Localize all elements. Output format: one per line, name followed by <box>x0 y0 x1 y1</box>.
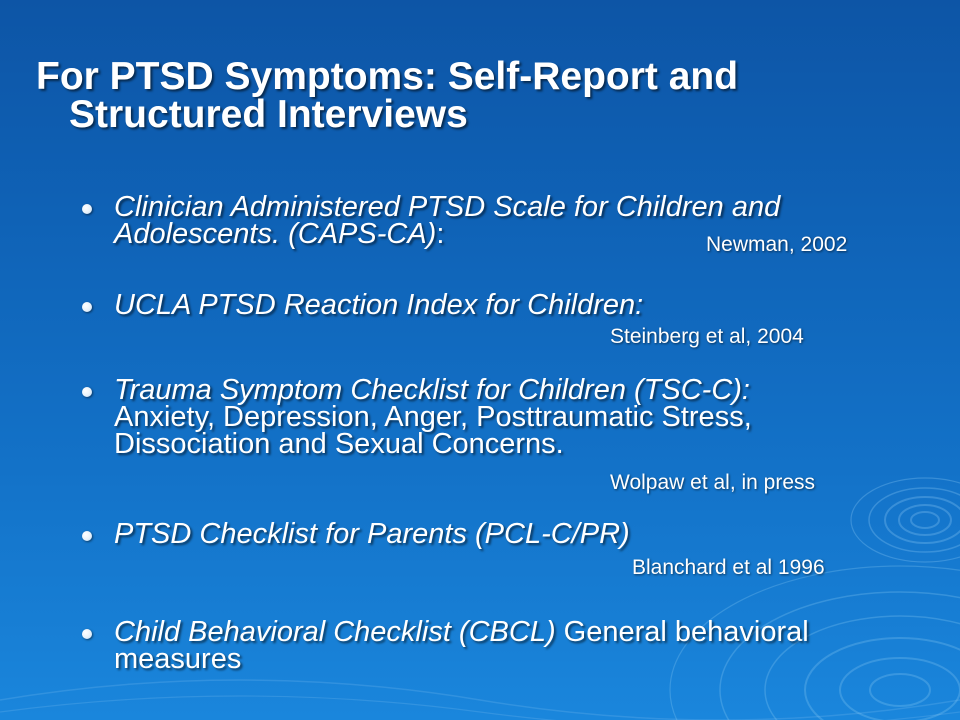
reference-citation: Blanchard et al 1996 <box>632 556 825 579</box>
item-line: measures <box>114 643 242 675</box>
item-line: Clinician Administered PTSD Scale for Children and <box>114 191 781 223</box>
reference-citation: Newman, 2002 <box>706 233 848 256</box>
title-line-1: For PTSD Symptoms: Self-Report and <box>36 55 739 98</box>
item-line: Anxiety, Depression, Anger, Posttraumatic Stress, <box>114 401 752 433</box>
slide-title <box>36 55 916 136</box>
bullet-icon <box>82 387 92 397</box>
item-line: : <box>436 218 445 250</box>
item-line: UCLA PTSD Reaction Index for Children: <box>114 289 644 321</box>
reference-citation: Steinberg et al, 2004 <box>610 325 804 348</box>
bullet-icon <box>82 204 92 214</box>
item-line: Child Behavioral Checklist (CBCL) <box>114 616 556 648</box>
bullet-icon <box>82 302 92 312</box>
item-line: Trauma Symptom Checklist for Children (TSC-C): <box>114 374 750 406</box>
item-line: Adolescents. (CAPS-CA) <box>114 218 437 250</box>
item-line: General behavioral <box>555 616 809 648</box>
bullet-icon <box>82 531 92 541</box>
reference-citation: Wolpaw et al, in press <box>610 471 816 494</box>
item-line: Dissociation and Sexual Concerns. <box>114 428 564 460</box>
title-line-2: Structured Interviews <box>69 93 468 136</box>
item-line: PTSD Checklist for Parents (PCL-C/PR) <box>114 518 630 550</box>
bullet-icon <box>82 629 92 639</box>
